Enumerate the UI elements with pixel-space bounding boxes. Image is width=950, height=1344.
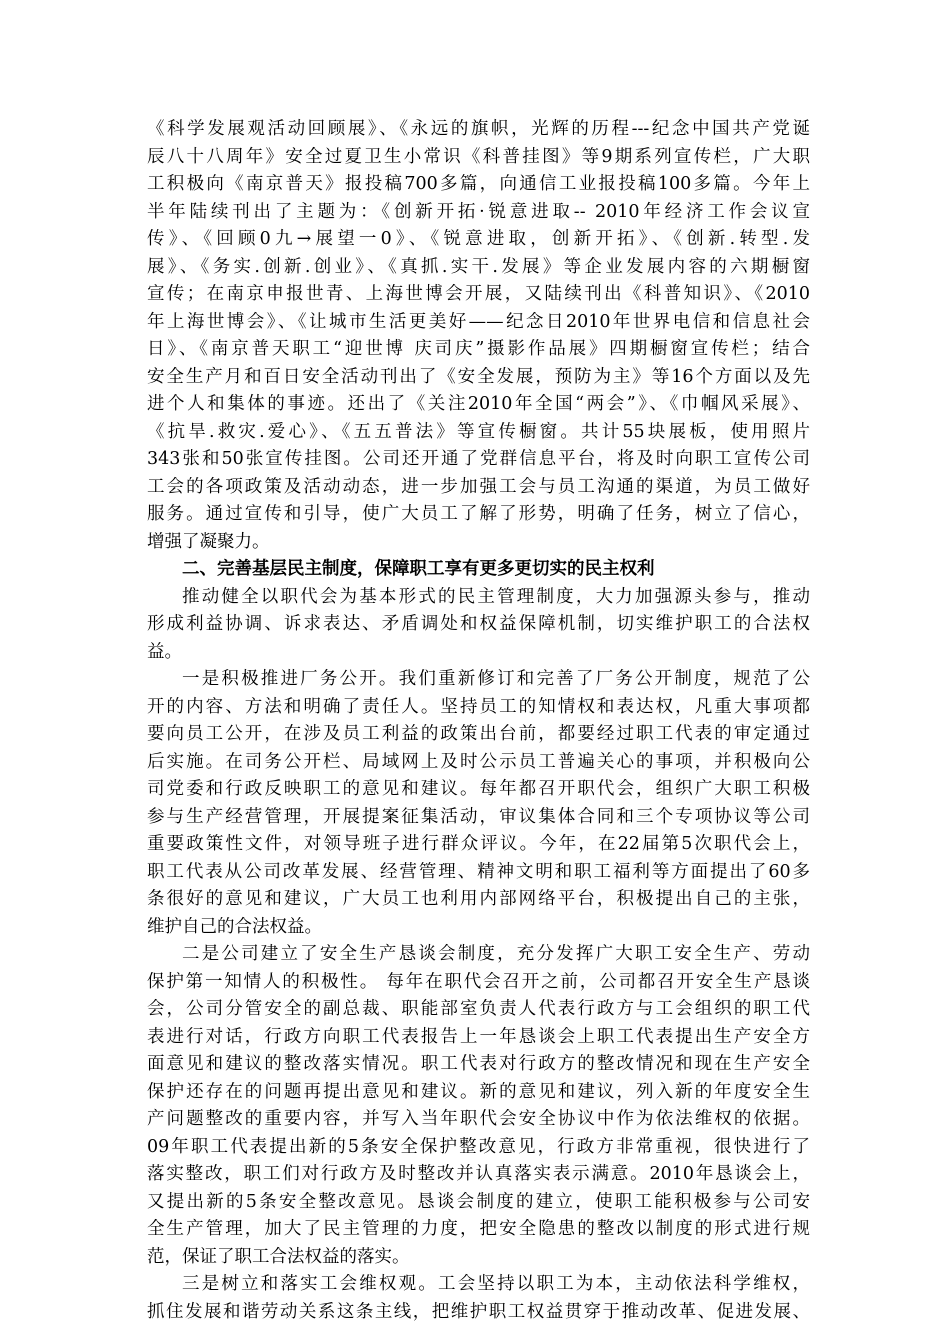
- text-line: 增强了凝聚力。: [147, 531, 270, 552]
- paragraph-democratic-management: [147, 584, 810, 667]
- text-line: 会，公司分管安全的副总裁、职能部室负责人代表行政方与工会组织的职工代: [147, 999, 810, 1019]
- text-line: 表进行对话，行政方向职工代表报告上一年恳谈会上职工代表提出生产安全方: [147, 1026, 810, 1047]
- text-line: 343张和50张宣传挂图。公司还开通了党群信息平台，将及时向职工宣传公司: [147, 449, 810, 469]
- text-line: 半年陆续刊出了主题为：《创新开拓·锐意进取-- 2010年经济工作会议宣: [147, 201, 810, 222]
- text-line: 工积极向《南京普天》报投稿700多篇，向通信工业报投稿100多篇。今年上: [147, 174, 810, 194]
- text-line: 《科学发展观活动回顾展》、《永远的旗帜，光辉的历程---纪念中国共产党诞: [147, 119, 810, 139]
- text-line: 日》、《南京普天职工“迎世博 庆司庆”摄影作品展》四期橱窗宣传栏；结合: [147, 339, 810, 359]
- text-line: 工会的各项政策及活动动态，进一步加强工会与员工沟通的渠道，为员工做好: [147, 476, 810, 497]
- text-line: 后实施。在司务公开栏、局域网上及时公示员工普遍关心的事项，并积极向公: [147, 751, 810, 772]
- section-heading: 二、完善基层民主制度，保障职工享有更多更切实的民主权利: [182, 559, 655, 579]
- text-line: 传》、《回顾0九→展望一0》、《锐意进取，创新开拓》、《创新.转型.发: [147, 229, 810, 249]
- text-line: 三是树立和落实工会维权观。工会坚持以职工为本，主动依法科学维权，: [182, 1274, 810, 1294]
- text-line: 条很好的意见和建议，广大员工也利用内部网络平台，积极提出自己的主张，: [147, 889, 810, 909]
- text-line: 宣传；在南京申报世青、上海世博会开展，又陆续刊出《科普知识》、《2010: [147, 284, 810, 304]
- document-page: [147, 116, 810, 1326]
- text-line: 面意见和建议的整改落实情况。职工代表对行政方的整改情况和现在生产安全: [147, 1054, 810, 1074]
- text-line: 展》、《务实.创新.创业》、《真抓.实干.发展》等企业发展内容的六期橱窗: [147, 256, 810, 277]
- paragraph-safety-forum: [147, 941, 810, 1271]
- text-line: 一是积极推进厂务公开。我们重新修订和完善了厂务公开制度，规范了公: [182, 669, 810, 689]
- text-line: 辰八十八周年》安全过夏卫生小常识《科普挂图》等9期系列宣传栏，广大职: [147, 146, 810, 167]
- paragraph-rights-protection: [147, 1271, 810, 1326]
- text-line: 维护自己的合法权益。: [147, 916, 322, 937]
- text-line: 形成利益协调、诉求表达、矛盾调处和权益保障机制，切实维护职工的合法权: [147, 614, 810, 634]
- text-line: 产问题整改的重要内容，并写入当年职代会安全协议中作为依法维权的依据。: [147, 1109, 810, 1129]
- text-line: 《抗旱.救灾.爱心》、《五五普法》等宣传橱窗。共计55块展板，使用照片: [147, 421, 810, 442]
- text-line: 安全生产月和百日安全活动刊出了《安全发展，预防为主》等16个方面以及先: [147, 366, 810, 387]
- text-line: 职工代表从公司改革发展、经营管理、精神文明和职工福利等方面提出了60多: [147, 861, 810, 882]
- text-line: 保护还存在的问题再提出意见和建议。新的意见和建议，列入新的年度安全生: [147, 1081, 810, 1102]
- text-line: 抓住发展和谐劳动关系这条主线，把维护职工权益贯穿于推动改革、促进发展、: [147, 1301, 810, 1322]
- text-line: 进个人和集体的事迹。还出了《关注2010年全国“两会”》、《巾帼风采展》、: [147, 394, 810, 414]
- text-line: 又提出新的5条安全整改意见。恳谈会制度的建立，使职工能积极参与公司安: [147, 1191, 810, 1212]
- paragraph-publicity: [147, 116, 810, 556]
- text-line: 年上海世博会》、《让城市生活更美好——纪念日2010年世界电信和信息社会: [147, 311, 810, 332]
- text-line: 落实整改，职工们对行政方及时整改并认真落实表示满意。2010年恳谈会上，: [147, 1164, 810, 1184]
- text-line: 要向员工公开，在涉及员工利益的政策出台前，都要经过职工代表的审定通过: [147, 724, 810, 744]
- text-line: 益。: [147, 641, 182, 662]
- text-line: 全生产管理，加大了民主管理的力度，把安全隐患的整改以制度的形式进行规: [147, 1219, 810, 1239]
- text-line: 重要政策性文件，对领导班子进行群众评议。今年，在22届第5次职代会上，: [147, 834, 810, 854]
- paragraph-factory-affairs: [147, 666, 810, 941]
- text-line: 二是公司建立了安全生产恳谈会制度，充分发挥广大职工安全生产、劳动: [182, 944, 810, 964]
- text-line: 推动健全以职代会为基本形式的民主管理制度，大力加强源头参与，推动: [182, 586, 810, 607]
- text-line: 参与生产经营管理，开展提案征集活动，审议集体合同和三个专项协议等公司: [147, 806, 810, 827]
- text-line: 司党委和行政反映职工的意见和建议。每年都召开职代会，组织广大职工积极: [147, 779, 810, 799]
- text-line: 保护第一知情人的积极性。 每年在职代会召开之前，公司都召开安全生产恳谈: [147, 971, 810, 992]
- text-line: 范，保证了职工合法权益的落实。: [147, 1246, 410, 1267]
- text-line: 服务。通过宣传和引导，使广大员工了解了形势，明确了任务，树立了信心，: [147, 504, 810, 524]
- text-line: 09年职工代表提出新的5条安全保护整改意见，行政方非常重视，很快进行了: [147, 1136, 810, 1157]
- text-line: 开的内容、方法和明确了责任人。坚持员工的知情权和表达权，凡重大事项都: [147, 696, 810, 717]
